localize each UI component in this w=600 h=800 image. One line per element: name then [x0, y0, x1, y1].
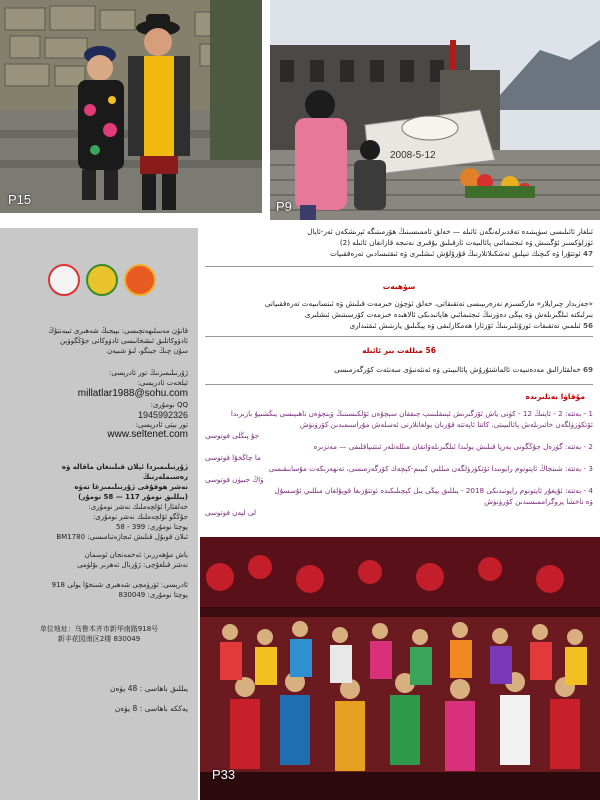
divider-1 [205, 266, 593, 267]
toc-s1-page: 56 [582, 321, 593, 330]
copyright-line-2: نەشر ھوقۇقى ژۇرنىلىمىزغا تەۋە [74, 483, 188, 491]
page-label-p15: P15 [8, 192, 32, 207]
editor-line-2: نەشر قىلغۇچى: ژۇرنال تەھرىر بۆلۈمى [77, 561, 188, 569]
legal-line-2: ئادۋوكاتلىق ئىشخانىسى ئادۋوكاتى جۇڭگوۋېن [59, 337, 188, 345]
qq-number: 1945992326 [137, 410, 188, 420]
page-label-p9: P9 [276, 199, 292, 214]
issn-line-3: پوچتا نومۇرى: 399 - 58 [115, 523, 188, 531]
divider-2 [205, 336, 593, 337]
toc-section-1 [205, 298, 593, 331]
masthead-sidebar [0, 228, 198, 800]
toc-s2-page: 69 [582, 365, 593, 374]
emblem-sun-icon [124, 264, 156, 296]
emblem-seal-icon [48, 264, 80, 296]
sidebar-issn-block [18, 502, 188, 542]
divider-3 [205, 384, 593, 385]
toc-intro-line-3: ئوتتۇرا ۋە كىچىك تىپلىق تەشكىلاتلارنىڭ قۇرۇلۇش ئىشلىرى ۋە ئىقتىسادىي تەرەققىيات [330, 249, 581, 258]
cover-caption-3: 3 - بەتتە: شىنجاڭ ئاپتونوم رايونىدا ئۆتكۈزۈلگەن مىللىي كىيىم-كېچەك كۆرگەزمىسى، تەنھەرىكەت مۇسابىقىسى [268, 464, 593, 473]
chinese-address-line-2: 新丰花园南区2楼 830049 [57, 635, 141, 643]
legal-line-1: قانۇن مەسلىھەتچىسى: بېيجىڭ شەھىرى تىيەنتۇڭ [48, 327, 188, 335]
contact-line-4: تور بېتى ئادرېسى: [135, 421, 188, 429]
cover-caption-1: 1 - بەتتە: 2 - ئاينىڭ 12 - كۈنى ياش ئۆزگىرىش ئېنىقلىنىپ چىققان سېچۇەن ئۆلكىسىنىڭ ۋېنچۈەن ناھىيىسى يىڭشىيۇ بازىرىدا [230, 409, 593, 418]
issn-line-1: خەلقئارا ئۆلچەملىك نەشر نومۇرى: [88, 503, 188, 511]
toc-s1-line-3: ئىلمىي تەتقىقات ئورۇنلىرىنىڭ ئۆزئارا ھەمكارلىقى ۋە يېڭىلىق يارىتىش ئىقتىدارى [349, 321, 581, 330]
sidebar-address-block [18, 580, 188, 600]
cover-credit-3: ۋاڭ جىيۈن فوتوسى [205, 475, 264, 484]
toc-intro-line-2: ئۈزلۈكسىز ئۆگىنىش ۋە ئىجتىمائىي پائالىيەت ئارقىلىق يۇقىرى نەتىجە قازانغان ئائىلە (2) [339, 238, 593, 247]
annual-price: يىللىق باھاسى : 48 يۈەن [109, 684, 188, 693]
legal-line-3: سۇن چىڭ جېنگو، لىۋ شىيەن [107, 347, 188, 355]
section-title-56-nations: 56 مىللەت بىر ئائىلە [362, 346, 436, 355]
section-title-dialogue: سۆھبەت [382, 282, 416, 291]
address-line-2: پوچتا نومۇرى: 830049 [118, 591, 188, 599]
toc-s1-line-2: بىرلىكتە ئىلگىرىلەش ۋە يېڭى دەۋرنىڭ ئىجتىمائىي ھاياتىدىكى ئالاھىدە خىزمەت كۆرسىتىش ئىشلىرى [304, 310, 593, 319]
sidebar-contact-block [18, 368, 188, 440]
cover-caption-1b: ئۆتكۈزۈلگەن خاتىرىلەش پائالىيىتى. كاتتا ئاپەتتە قۇربان بولغانلارنى ئەسلەش مۇراسىمىدىن كۆرۈنۈش [299, 420, 593, 429]
copyright-line-3: (يىللىق نومۇر 117 — 58 نومۇر) [78, 493, 188, 501]
page-label-p33: P33 [212, 767, 236, 782]
toc-s2-line-1: خەلقئارالىق مەدەنىيەت ئالماشتۇرۇش پائالىيىتى ۋە ئەنئەنىۋى سەنئەت كۆرگەزمىسى [334, 365, 581, 374]
toc-s1-line-1: «جەزبدار چىرايلار» ماركسىزم نەزەرىيىسى تەتقىقاتى، خەلق ئۈچۈن خىزمەت قىلىش ۋە ئىنسانىيەت تەرەققىياتى [264, 299, 593, 308]
emblem-badge-icon [86, 264, 118, 296]
photo-ethnic-performance [200, 537, 600, 800]
photo-elderly-couple [0, 0, 262, 213]
contact-line-1: ژۇرنىلىمىزنىڭ تور ئادرېسى: [109, 369, 188, 377]
cover-caption-4b: ۋە ناخشا پروگراممىسىدىن كۆرۈنۈش [484, 497, 593, 506]
cover-credit-4: لى ليەن فوتوسى [205, 508, 257, 517]
memorial-date-text: 2008-5-12 [390, 150, 436, 161]
contact-line-2: ئېلخەت ئادرېسى: [137, 379, 188, 387]
contact-line-3: QQ نومۇرى: [150, 401, 188, 409]
issn-line-2: جۇڭگو ئۆلچەملىك نەشر نومۇرى: [92, 513, 188, 521]
cover-credit-2: ما چاڭخۇا فوتوسى [205, 453, 261, 462]
cover-caption-2: 2 - بەتتە: گۈزەل جۇڭگونى بەرپا قىلىش يولىدا ئىلگىرىلەۋاتقان مىللەتلەر ئىتتىپاقلىقى — مەنزىرە [313, 442, 593, 451]
toc-intro-page: 47 [582, 249, 593, 258]
editor-line-1: باش مۇھەررىر: ئەخمەتجان ئوسمان [84, 551, 188, 559]
toc-intro-line-1: ئىلغار ئائىلىسى سۈپىتىدە تەقدىرلەنگەن ئائىلە — خەلق ئاممىسىنىڭ ھۆرمىتىگە ئېرىشكەن ئەر-ئايال [307, 227, 593, 236]
sidebar-price-block [18, 684, 188, 714]
sidebar-editor-block [18, 550, 188, 570]
single-price: يەككە باھاسى : 8 يۈەن [114, 704, 188, 713]
website-link[interactable]: www.seltenet.com [107, 429, 188, 440]
issn-line-4: ئىلان قوبۇل قىلىش ئىجازەتنامىسى: BM1780 [56, 533, 188, 541]
photo-earthquake-memorial [270, 0, 600, 220]
chinese-address-line-1: 单位地址：乌鲁木齐市新华南路918号 [39, 625, 159, 633]
toc-section-3 [205, 408, 593, 518]
sidebar-copyright-block [18, 462, 188, 502]
address-line-1: ئادرېسى: ئۈرۈمچى شەھىرى شىنخۇا يولى 918 [51, 581, 188, 589]
toc-section-2 [205, 364, 593, 375]
cover-caption-4: 4 - بەتتە: ئۇيغۇر ئاپتونوم رايونىدىكى 2018 - يىللىق يېڭى يىل كېچىلىكىدە ئوتتۇرىغا قويۇلغان مىللىي ئۇسسۇل [274, 486, 593, 495]
section-title-cover-pages: مۇقاۋا بەتلىرىدە [525, 392, 585, 401]
cover-credit-1: جۇ پىڭلى فوتوسى [205, 431, 260, 440]
sidebar-chinese-address [10, 624, 188, 644]
toc-intro [205, 226, 593, 259]
copyright-line-1: ژۇرنىلىمىزدا ئېلان قىلىنغان ماقالە ۋە رەسىملەرنىڭ [61, 463, 188, 481]
sidebar-legal-block [18, 326, 188, 356]
email-address[interactable]: millatlar1988@sohu.com [77, 388, 188, 399]
